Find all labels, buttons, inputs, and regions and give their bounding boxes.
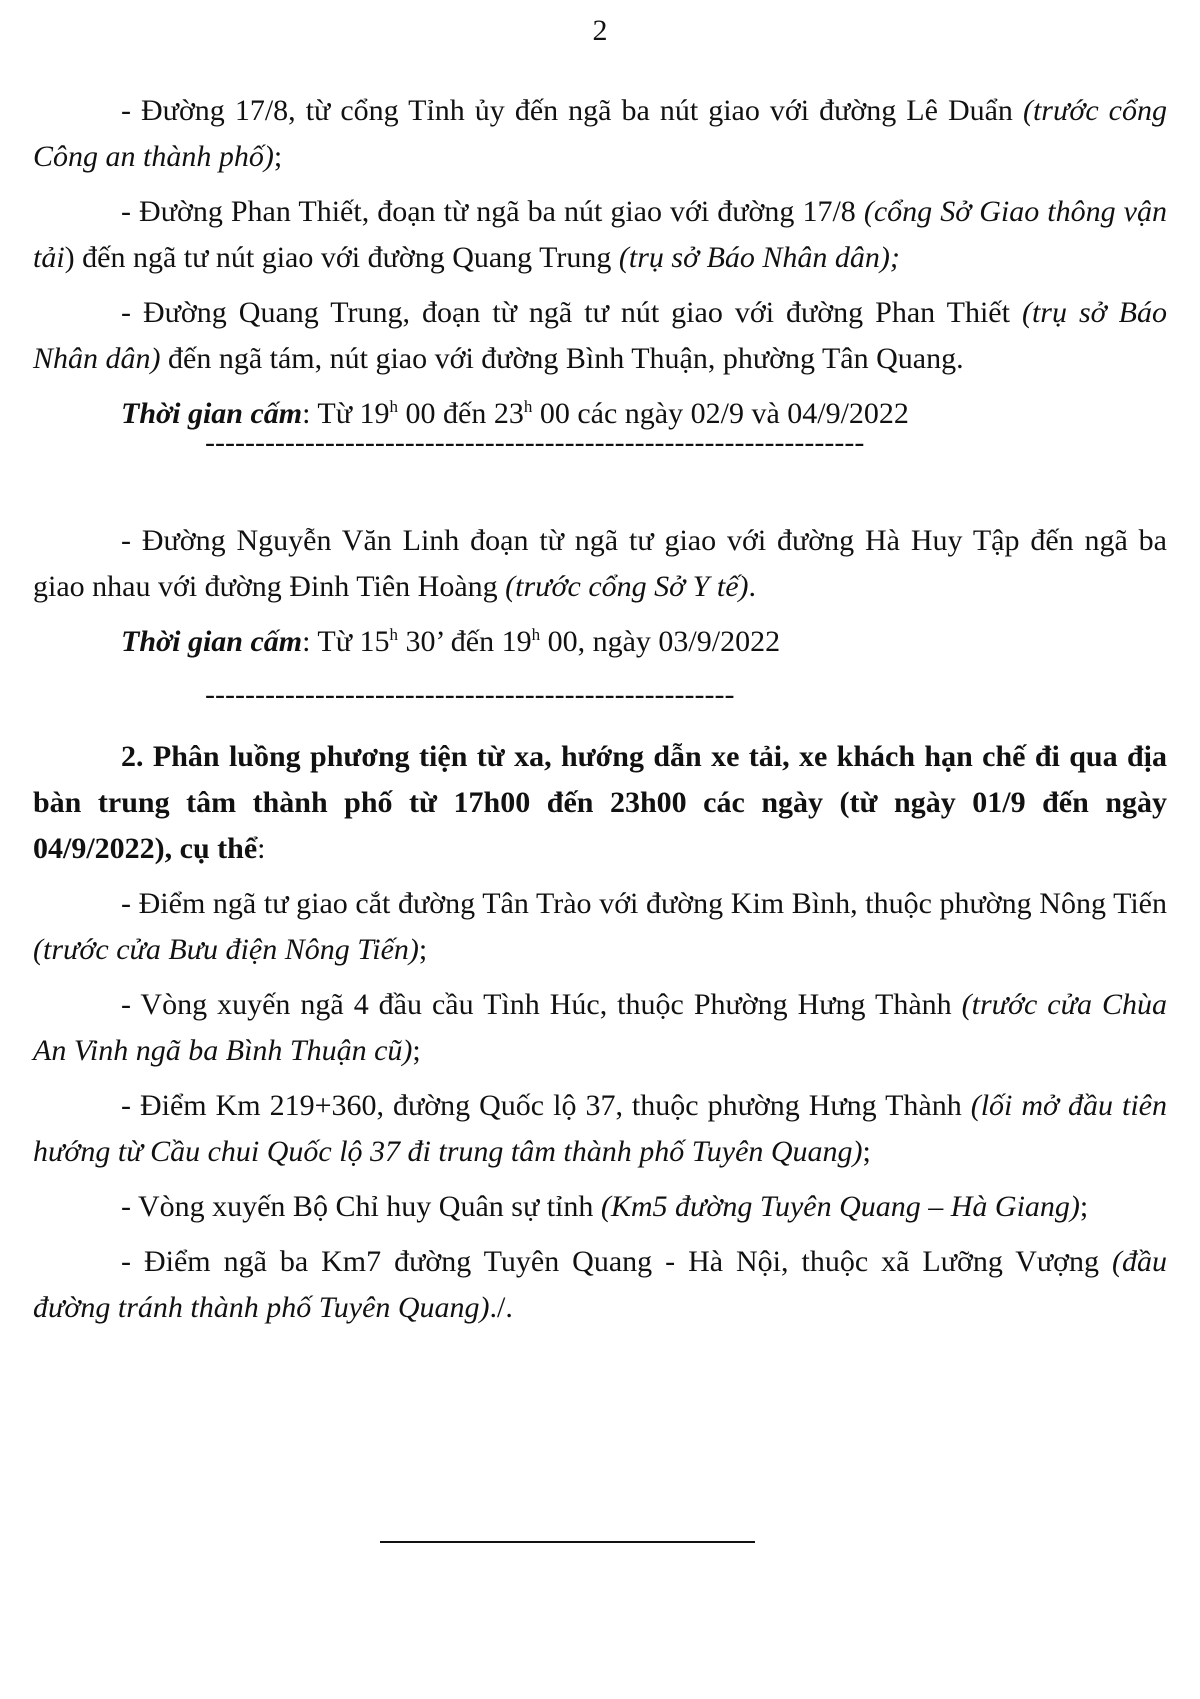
heading-traffic-diversion: 2. Phân luồng phương tiện từ xa, hướng dẫn xe tải, xe khách hạn chế đi qua địa bàn trung tâm thành phố từ 17h00 đến 23h00 các ngày (từ ngày 01/9 đến ngày 04/9/2022), cụ thể: [33,740,1167,865]
ban-time-1: Thời gian cấm: Từ 19$^h$ 00 đến 23$^h$ 00 các ngày 02/9 và 04/9/2022 [121,397,909,430]
end-rule [380,1541,755,1543]
paragraph-road-phan-thiet: - Đường Phan Thiết, đoạn từ ngã ba nút giao với đường 17/8 (cổng Sở Giao thông vận tải) đến ngã tư nút giao với đường Quang Trung (trụ sở Báo Nhân dân); [33,195,1167,274]
paragraph-point-nong-tien: - Điểm ngã tư giao cắt đường Tân Trào với đường Kim Bình, thuộc phường Nông Tiến (trước cửa Bưu điện Nông Tiến); [33,887,1167,966]
paragraph-point-km7: - Điểm ngã ba Km7 đường Tuyên Quang - Hà Nội, thuộc xã Lưỡng Vượng (đầu đường tránh thành phố Tuyên Quang)./. [33,1245,1167,1324]
paragraph-road-nguyen-van-linh: - Đường Nguyễn Văn Linh đoạn từ ngã tư giao với đường Hà Huy Tập đến ngã ba giao nhau với đường Đinh Tiên Hoàng (trước cổng Sở Y tế). [33,524,1167,603]
ban-time-2: Thời gian cấm: Từ 15$^h$ 30’ đến 19$^h$ 00, ngày 03/9/2022 [121,625,781,658]
paragraph-point-tinh-huc: - Vòng xuyến ngã 4 đầu cầu Tình Húc, thuộc Phường Hưng Thành (trước cửa Chùa An Vinh ngã ba Bình Thuận cũ); [33,988,1167,1067]
page-number: 2 [592,14,608,47]
section-restricted-roads-1 [33,88,1167,437]
paragraph-point-km219: - Điểm Km 219+360, đường Quốc lộ 37, thuộc phường Hưng Thành (lối mở đầu tiên hướng từ Cầu chui Quốc lộ 37 đi trung tâm thành phố Tuyên Quang); [33,1089,1167,1168]
paragraph-road-quang-trung: - Đường Quang Trung, đoạn từ ngã tư nút giao với đường Phan Thiết (trụ sở Báo Nhân dân) đến ngã tám, nút giao với đường Bình Thuận, phường Tân Quang. [33,296,1167,375]
section-restricted-roads-2 [33,518,1167,665]
section-traffic-diversion [33,734,1167,1331]
separator-dashes-2: ----------------------------------------------------- [205,678,735,711]
paragraph-road-17-8: - Đường 17/8, từ cổng Tỉnh ủy đến ngã ba nút giao với đường Lê Duẩn (trước cổng Công an thành phố); [33,94,1167,173]
separator-dashes-1: ------------------------------------------------------------------ [205,426,865,459]
paragraph-point-military-roundabout: - Vòng xuyến Bộ Chỉ huy Quân sự tỉnh (Km5 đường Tuyên Quang – Hà Giang); [121,1190,1089,1223]
